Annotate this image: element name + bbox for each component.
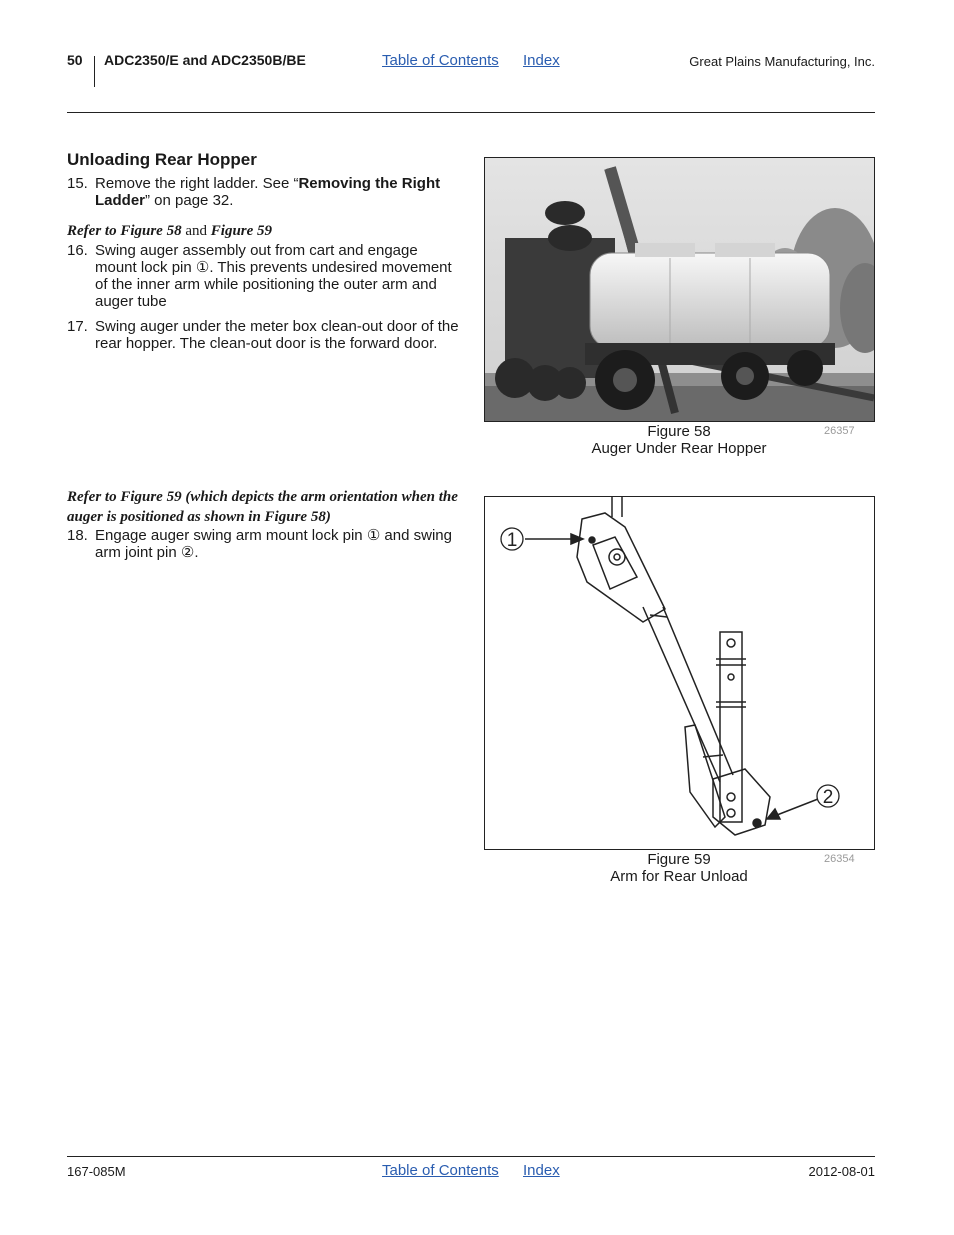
figure-58-label: Figure 58 — [647, 423, 711, 440]
header-rule — [67, 112, 875, 113]
air-cart-photo-illustration — [485, 158, 874, 421]
figure-59-caption — [484, 851, 874, 885]
figure-58-id: 26357 — [824, 425, 855, 437]
header-divider — [94, 56, 95, 87]
ladder-reference: Removing the Right Ladder — [95, 175, 441, 209]
callout-2-label: 2 — [822, 787, 834, 808]
header-index-link[interactable]: Index — [523, 52, 560, 69]
figure-58-title: Auger Under Rear Hopper — [591, 440, 767, 457]
company-name: Great Plains Manufacturing, Inc. — [689, 54, 875, 69]
step-text: Swing auger under the meter box clean-out door of the rear hopper. The clean-out door is the forward door. — [95, 318, 459, 352]
step-text-part: Remove the right ladder. See “ — [95, 175, 299, 192]
header-toc-link[interactable]: Table of Contents — [382, 52, 499, 69]
page-number: 50 — [67, 52, 83, 68]
step-number: 15. — [67, 175, 88, 192]
figure-59-id: 26354 — [824, 853, 855, 865]
footer-index-link[interactable]: Index — [523, 1162, 560, 1179]
step-number: 18. — [67, 527, 88, 544]
swing-arm-illustration — [485, 497, 874, 849]
figure-59-label: Figure 59 — [647, 851, 711, 868]
step-number: 17. — [67, 318, 88, 335]
ref-conj: and — [181, 223, 211, 239]
figure-58-photo — [484, 157, 875, 422]
document-title: ADC2350/E and ADC2350B/BE — [104, 52, 306, 68]
step-text — [95, 175, 460, 209]
figure-59-title: Arm for Rear Unload — [610, 868, 748, 885]
figure-58-caption — [484, 423, 874, 457]
callout-1-label: 1 — [506, 530, 518, 551]
ref-figure-59: Figure 59 — [210, 223, 273, 239]
section-title: Unloading Rear Hopper — [67, 150, 257, 169]
figure-59-drawing — [484, 496, 875, 850]
ref-figure-58: Refer to Figure 58 — [67, 223, 182, 239]
step-number: 16. — [67, 242, 88, 259]
step-text: Engage auger swing arm mount lock pin ① and swing arm joint pin ②. — [95, 527, 452, 561]
figure-reference-1 — [67, 221, 462, 241]
footer-date: 2012-08-01 — [808, 1164, 875, 1179]
footer-doc-number: 167-085M — [67, 1164, 126, 1179]
footer-toc-link[interactable]: Table of Contents — [382, 1162, 499, 1179]
step-text-part: ” on page 32. — [145, 192, 234, 209]
figure-reference-2: Refer to Figure 59 (which depicts the arm orientation when the auger is positioned as shown in Figure 58) — [67, 489, 458, 525]
step-text: Swing auger assembly out from cart and engage mount lock pin ①. This prevents undesired movement of the inner arm while positioning the outer arm and auger tube — [95, 242, 452, 310]
footer-rule — [67, 1156, 875, 1157]
